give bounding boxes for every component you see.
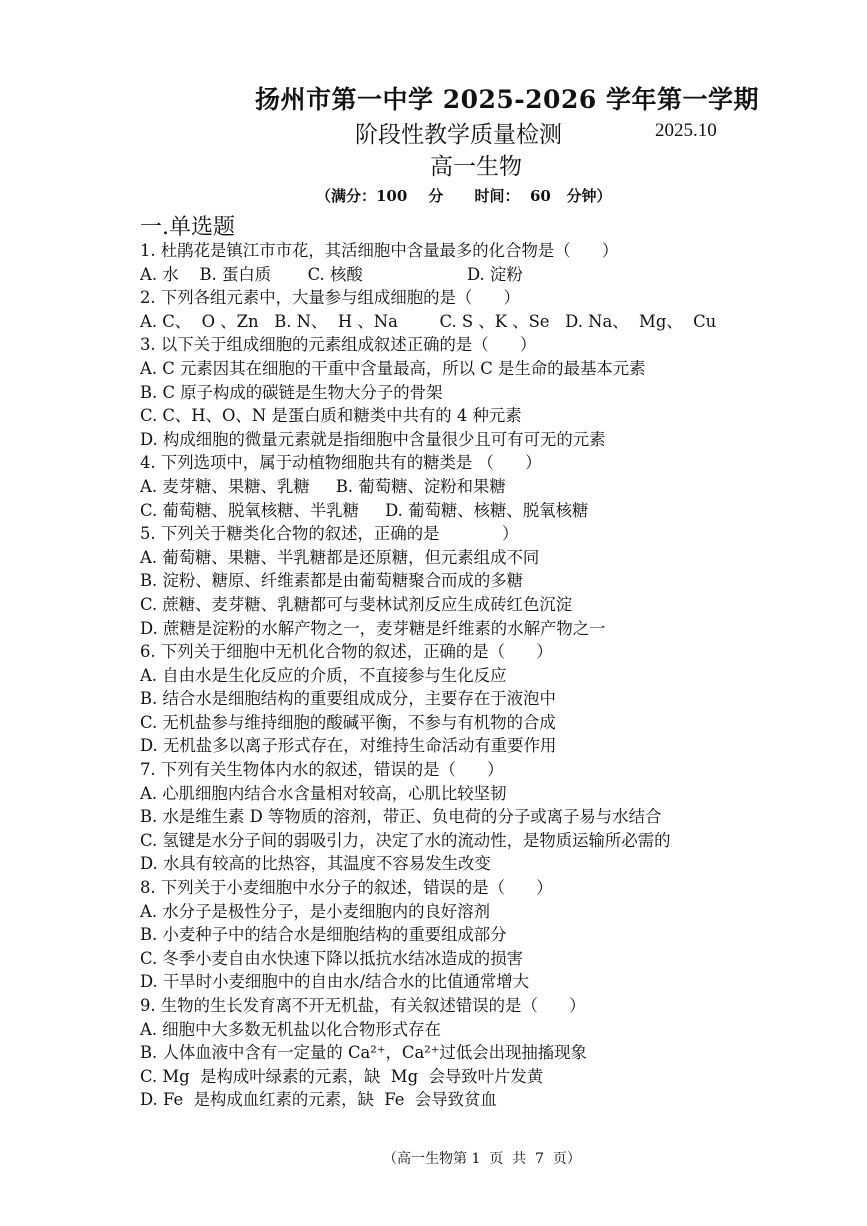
answer-option: D. 水具有较高的比热容，其温度不容易发生改变 <box>140 854 491 874</box>
answer-option: A. 水分子是极性分子，是小麦细胞内的良好溶剂 <box>140 901 491 921</box>
answer-option: D. Fe 是构成血红素的元素，缺 Fe 会导致贫血 <box>140 1090 497 1110</box>
question-stem: 2. 下列各组元素中，大量参与组成细胞的是（ ） <box>140 288 520 308</box>
exam-title: 扬州市第一中学 2025-2026 学年第一学期 <box>255 85 759 114</box>
answer-option: C. Mg 是构成叶绿素的元素，缺 Mg 会导致叶片发黄 <box>140 1066 544 1086</box>
answer-option: B. 小麦种子中的结合水是细胞结构的重要组成部分 <box>140 925 507 945</box>
question-stem: 7. 下列有关生物体内水的叙述，错误的是（ ） <box>140 760 504 780</box>
answer-option: A. C、 O 、Zn B. N、 H 、Na C. S 、K 、Se D. Na、 Mg、 Cu <box>140 311 717 331</box>
question-stem: 3. 以下关于组成细胞的元素组成叙述正确的是（ ） <box>140 335 537 355</box>
answer-option: A. C 元素因其在细胞的干重中含量最高，所以 C 是生命的最基本元素 <box>140 358 646 378</box>
answer-option: B. 人体血液中含有一定量的 Ca²⁺，Ca²⁺过低会出现抽搐现象 <box>140 1043 587 1063</box>
answer-option: C. 无机盐参与维持细胞的酸碱平衡，不参与有机物的合成 <box>140 712 556 732</box>
section-title: 一.单选题 <box>140 215 235 240</box>
answer-option: D. 构成细胞的微量元素就是指细胞中含量很少且可有可无的元素 <box>140 429 606 449</box>
subject-title: 高一生物 <box>430 154 522 180</box>
answer-option: B. 淀粉、糖原、纤维素都是由葡萄糖聚合而成的多糖 <box>140 571 524 591</box>
answer-option: C. 蔗糖、麦芽糖、乳糖都可与斐林试剂反应生成砖红色沉淀 <box>140 594 573 614</box>
answer-option: A. 心肌细胞内结合水含量相对较高，心肌比较坚韧 <box>140 783 507 803</box>
question-stem: 8. 下列关于小麦细胞中水分子的叙述，错误的是（ ） <box>140 878 553 898</box>
question-stem: 6. 下列关于细胞中无机化合物的叙述，正确的是（ ） <box>140 642 553 662</box>
answer-option: D. 干旱时小麦细胞中的自由水/结合水的比值通常增大 <box>140 972 530 992</box>
answer-option: A. 细胞中大多数无机盐以化合物形式存在 <box>140 1019 441 1039</box>
answer-option: B. 结合水是细胞结构的重要组成成分，主要存在于液泡中 <box>140 689 556 709</box>
answer-option: C. 氢键是水分子间的弱吸引力，决定了水的流动性，是物质运输所必需的 <box>140 830 671 850</box>
answer-option: A. 葡萄糖、果糖、半乳糖都是还原糖，但元素组成不同 <box>140 547 540 567</box>
page-footer: （高一生物第 1 页 共 7 页） <box>383 1151 581 1167</box>
answer-option: C. C、H、O、N 是蛋白质和糖类中共有的 4 种元素 <box>140 406 522 426</box>
answer-option: C. 葡萄糖、脱氧核糖、半乳糖 D. 葡萄糖、核糖、脱氧核糖 <box>140 500 589 520</box>
exam-subtitle: 阶段性教学质量检测 <box>355 122 562 148</box>
answer-option: A. 水 B. 蛋白质 C. 核酸 D. 淀粉 <box>140 264 523 284</box>
answer-option: A. 自由水是生化反应的介质，不直接参与生化反应 <box>140 665 507 685</box>
question-stem: 4. 下列选项中，属于动植物细胞共有的糖类是 （ ） <box>140 453 542 473</box>
exam-meta: （满分：100 分 时间： 60 分钟） <box>316 187 612 205</box>
question-stem: 9. 生物的生长发育离不开无机盐，有关叙述错误的是（ ） <box>140 996 586 1015</box>
question-list <box>140 239 740 1112</box>
answer-option: D. 无机盐多以离子形式存在，对维持生命活动有重要作用 <box>140 736 557 756</box>
answer-option: A. 麦芽糖、果糖、乳糖 B. 葡萄糖、淀粉和果糖 <box>140 476 506 496</box>
answer-option: B. 水是维生素 D 等物质的溶剂，带正、负电荷的分子或离子易与水结合 <box>140 807 662 827</box>
answer-option: B. C 原子构成的碳链是生物大分子的骨架 <box>140 382 443 402</box>
answer-option: D. 蔗糖是淀粉的水解产物之一，麦芽糖是纤维素的水解产物之一 <box>140 618 606 638</box>
question-stem: 1. 杜鹃花是镇江市市花，其活细胞中含量最多的化合物是（ ） <box>140 241 619 260</box>
answer-option: C. 冬季小麦自由水快速下降以抵抗水结冰造成的损害 <box>140 948 523 968</box>
exam-date: 2025.10 <box>655 120 717 141</box>
question-stem: 5. 下列关于糖类化合物的叙述，正确的是 ） <box>140 524 519 544</box>
